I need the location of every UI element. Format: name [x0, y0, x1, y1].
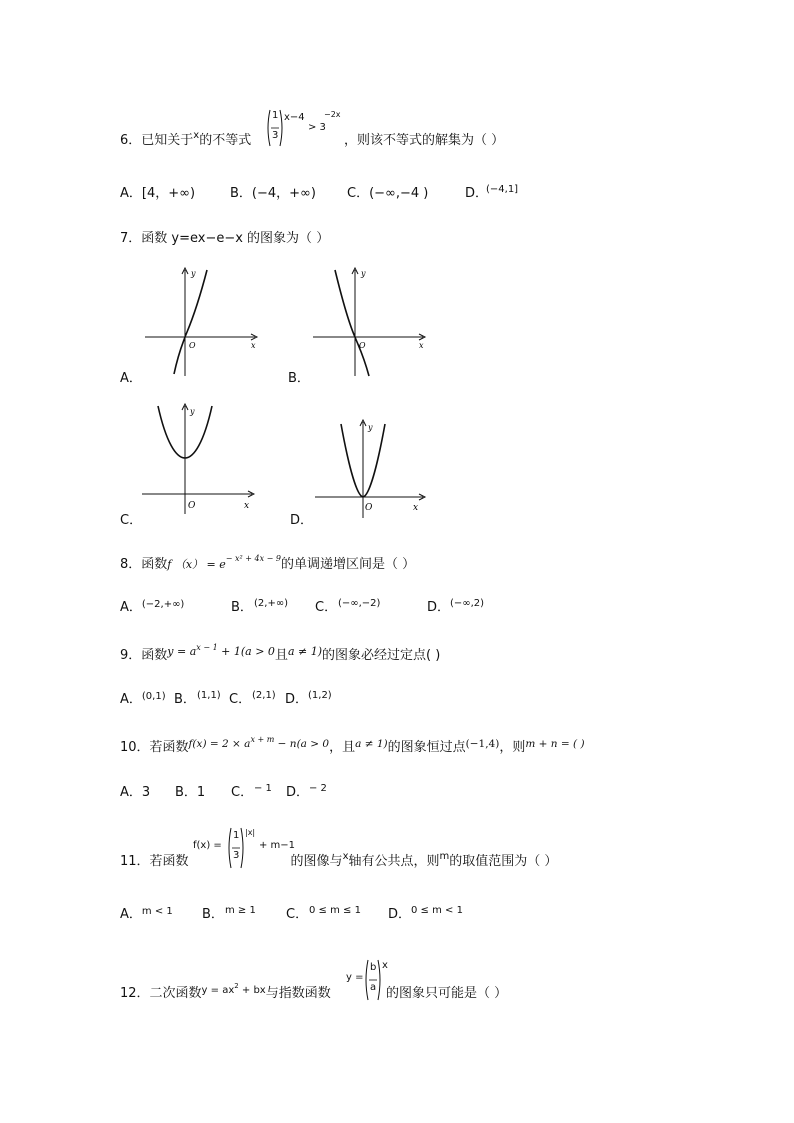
q8-option-a: (−2,+∞) — [141, 599, 185, 610]
q7-b-label-o: O — [359, 341, 366, 350]
q6-option-c: C．(−∞,−4 ) — [347, 186, 429, 201]
q7-graph-b — [311, 266, 436, 381]
q7-label-b: B． — [288, 371, 310, 386]
q7-c-label-o: O — [188, 501, 196, 511]
q7-a-label-y: y — [191, 269, 196, 278]
q7-a-label-o: O — [189, 341, 196, 350]
q8-formula: f $(x) = e^{- x^2 + 4x - 9}$ — [167, 554, 282, 571]
q6-suffix: ，则该不等式的解集为（ ） — [344, 133, 505, 148]
q10-options: A．3 B．1 C． − 1 D． − 2 — [120, 783, 327, 800]
q7-b-curve — [335, 270, 369, 376]
q7-graph-c — [140, 402, 265, 522]
q9-options: A．$^{(0,1)}$ B． (1,1) C． (2,1) D． (1,2) — [120, 690, 332, 707]
q7-label-d: D． — [290, 513, 314, 528]
q12-formula: y = b a x — [346, 958, 386, 1002]
q6-exp2: −2x — [324, 110, 341, 119]
q12-suffix: 的图象只可能是（ ） — [386, 986, 508, 1001]
q8-stem: 8．函数f $(x) = e^{- x^2 + 4x - 9}$的单调递增区间是（ ） — [120, 554, 416, 572]
q11-formula: f(x) = 1 3 |x| + m−1 — [193, 826, 313, 870]
q7-c-label-y: y — [190, 407, 195, 416]
q7-d-label-y: y — [368, 423, 373, 432]
q6-option-d: (−4,1] — [486, 184, 519, 195]
q6-option-b: B．(−4，+∞) — [230, 186, 316, 201]
q6-exp1: x−4 — [284, 112, 305, 123]
q7-graph-d — [313, 418, 438, 538]
q6-var-x: x — [193, 130, 200, 141]
q6-frac-num: 1 — [272, 110, 279, 121]
q7-b-label-y: y — [361, 269, 366, 278]
q8-option-b: (2,+∞) — [254, 598, 289, 609]
q7-a-label-x: x — [251, 341, 256, 350]
q12-stem: 12．二次函数$^{y = ax^2 + bx}$与指数函数 — [120, 982, 331, 1001]
q6-formula — [266, 108, 341, 148]
q7-label-a: A． — [120, 371, 142, 386]
q6-gt3: > 3 — [308, 122, 326, 133]
q7-d-label-o: O — [365, 503, 373, 513]
q8-option-c: (−∞,−2) — [338, 598, 381, 609]
q7-a-curve — [174, 270, 207, 374]
q11-options: A．$^{m < 1}$ B． m ≥ 1 C． 0 ≤ m ≤ 1 D． 0 ≤ m < 1 — [120, 905, 463, 922]
q7-stem: 7．函数 y=ex−e−x 的图象为（ ） — [120, 231, 330, 246]
q7-d-label-x: x — [413, 503, 419, 513]
q7-b-label-x: x — [419, 341, 424, 350]
q8-options: A．$^{(-2,+\infty)}$ B． (2,+∞) C． (−∞,−2) D． (−∞,2) — [120, 598, 485, 615]
q6-frac-den: 3 — [272, 130, 279, 141]
q6-option-a: A．[4，+∞) — [120, 186, 196, 201]
q7-label-c: C． — [120, 513, 143, 528]
q7-c-label-x: x — [244, 501, 250, 511]
q10-stem: 10．若函数$^{f(x) = 2 \times a^{x + m} - n(a > 0}$，且$^{a \ne 1)}$的图象恒过点$^{(-1,4)}$，则$^{m + n = ( )}$ — [120, 735, 585, 755]
q7-graph-a — [143, 266, 268, 381]
q11-stem: 11．若函数 的图像与$^x$轴有公共点，则$^m$的取值范围为（ ） — [120, 851, 558, 869]
q6-stem: 6．已知关于$^x$的不等式 — [120, 130, 252, 148]
q6-options — [120, 184, 519, 202]
q8-option-d: (−∞,2) — [450, 598, 485, 609]
q6-option-d-label: D． — [465, 186, 489, 201]
q9-stem: 9．函数$^{y = a^{x - 1} + 1(a > 0}$且$^{a \ne 1)}$的图象必经过定点( ) — [120, 643, 441, 663]
